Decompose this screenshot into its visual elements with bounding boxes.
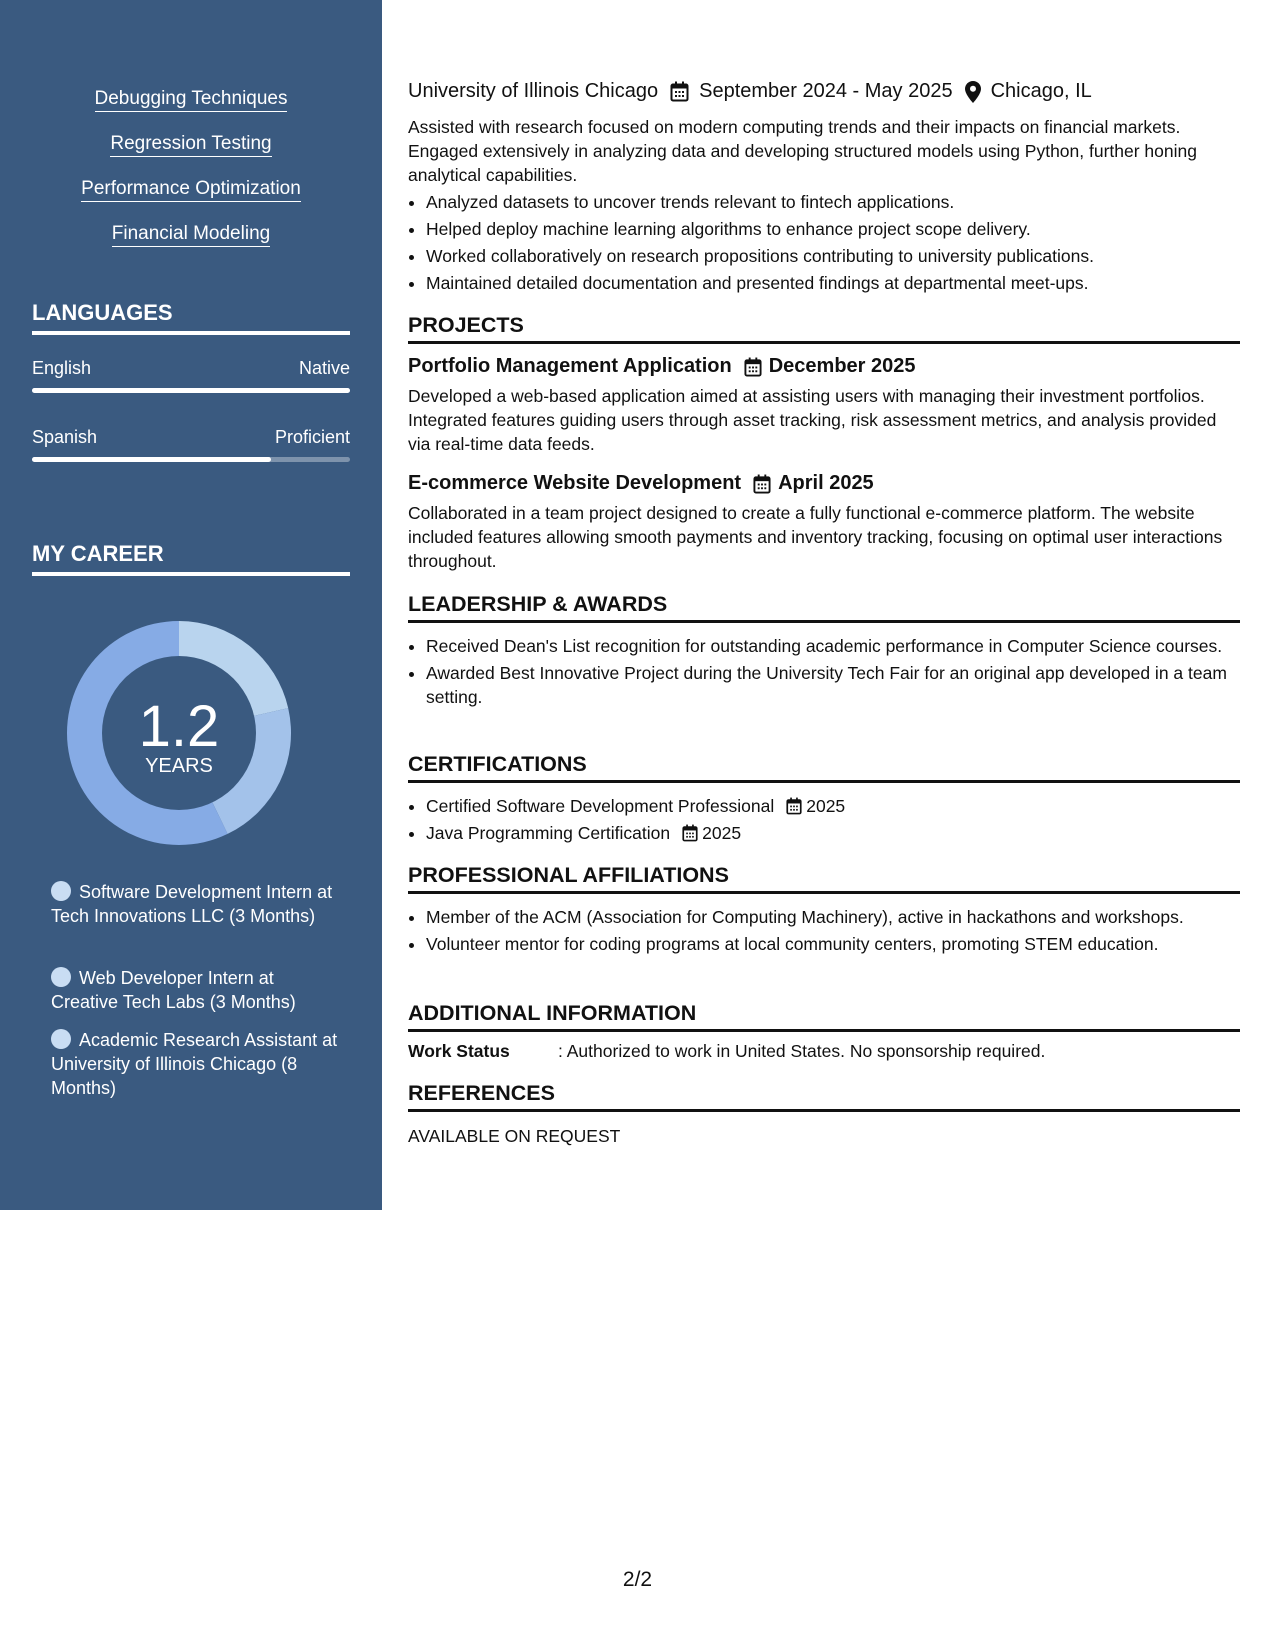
- affiliations-heading: PROFESSIONAL AFFILIATIONS: [408, 863, 1240, 894]
- skill-item: Financial Modeling: [0, 223, 382, 245]
- career-heading: MY CAREER: [32, 541, 350, 576]
- career-total-years: 1.2: [138, 694, 220, 759]
- list-item: • Worked collaboratively on research propositions contributing to university publications.: [426, 244, 1240, 268]
- location-pin-icon: [965, 81, 981, 103]
- additional-info-heading: ADDITIONAL INFORMATION: [408, 1001, 1240, 1032]
- project-title: E-commerce Website Development: [408, 472, 742, 494]
- languages-heading: LANGUAGES: [32, 300, 350, 335]
- career-item: Software Development Intern at Tech Innovations LLC (3 Months): [51, 882, 333, 926]
- language-level-bar: [32, 457, 350, 462]
- calendar-icon: [744, 357, 762, 377]
- work-status-row: [408, 1041, 1045, 1062]
- language-level: Proficient: [274, 427, 350, 447]
- career-item: Academic Research Assistant at University of Illinois Chicago (8 Months): [51, 1030, 338, 1098]
- sidebar: [0, 0, 382, 1210]
- language-name: Spanish: [32, 427, 98, 447]
- language-level: Native: [298, 358, 350, 378]
- career-unit-label: YEARS: [145, 755, 213, 777]
- language-name: English: [32, 358, 92, 378]
- certification-item: [426, 821, 1240, 845]
- list-item: • Member of the ACM (Association for Computing Machinery), active in hackathons and workshops.: [426, 905, 1240, 929]
- certification-year: 2025: [806, 796, 846, 816]
- skill-item: Regression Testing: [0, 133, 382, 155]
- legend-dot: [51, 967, 71, 987]
- project-header: [408, 472, 874, 495]
- language-row: [32, 427, 350, 448]
- work-status-label: Work Status: [408, 1041, 510, 1061]
- certification-name: • Certified Software Development Professional: [426, 796, 775, 816]
- project-description: Collaborated in a team project designed to create a fully functional e-commerce platform. The website included features allowing smooth payments and inventory tracking, focusing on optimal user interactions throughout.: [408, 503, 1223, 571]
- calendar-icon: [670, 81, 689, 102]
- certifications-heading: CERTIFICATIONS: [408, 752, 1240, 783]
- certifications-list: [408, 794, 1240, 848]
- project-date: December 2025: [768, 355, 916, 377]
- list-item: • Awarded Best Innovative Project during the University Tech Fair for an original app developed in a team setting.: [426, 661, 1240, 709]
- list-item: • Maintained detailed documentation and presented findings at departmental meet-ups.: [426, 271, 1240, 295]
- page-number: 2/2: [622, 1568, 653, 1591]
- project-description: Developed a web-based application aimed at assisting users with managing their investment portfolios. Integrated features guiding users through asset tracking, risk assessment metrics, and analysis provided via real-time data feeds.: [408, 386, 1217, 454]
- project-header: [408, 355, 916, 378]
- references-text: AVAILABLE ON REQUEST: [408, 1126, 621, 1146]
- leadership-list: [408, 634, 1240, 712]
- project-title: Portfolio Management Application: [408, 355, 732, 377]
- projects-heading: PROJECTS: [408, 313, 1240, 344]
- skill-item: Performance Optimization: [0, 178, 382, 200]
- legend-dot: [51, 881, 71, 901]
- skill-item: Debugging Techniques: [0, 88, 382, 110]
- certification-year: 2025: [702, 823, 742, 843]
- job-bullets: [408, 190, 1240, 298]
- calendar-icon: [786, 797, 802, 815]
- calendar-icon: [753, 474, 771, 494]
- certification-name: • Java Programming Certification: [426, 823, 671, 843]
- affiliations-list: [408, 905, 1240, 959]
- leadership-heading: LEADERSHIP & AWARDS: [408, 592, 1240, 623]
- job-summary: Assisted with research focused on modern computing trends and their impacts on financial markets. Engaged extensively in analyzing data and developing structured models using Python, further honing analytical capabilities.: [408, 117, 1197, 185]
- legend-dot: [51, 1029, 71, 1049]
- job-institution: University of Illinois Chicago: [408, 80, 659, 102]
- list-item: • Analyzed datasets to uncover trends relevant to fintech applications.: [426, 190, 1240, 214]
- career-donut-chart: [66, 620, 292, 846]
- language-level-bar: [32, 388, 350, 393]
- list-item: • Received Dean's List recognition for outstanding academic performance in Computer Science courses.: [426, 634, 1240, 658]
- certification-item: [426, 794, 1240, 818]
- references-heading: REFERENCES: [408, 1081, 1240, 1112]
- career-item: Web Developer Intern at Creative Tech Labs (3 Months): [51, 968, 296, 1012]
- work-status-value: : Authorized to work in United States. No sponsorship required.: [558, 1041, 1046, 1061]
- job-dates: September 2024 - May 2025: [699, 80, 953, 102]
- list-item: • Volunteer mentor for coding programs at local community centers, promoting STEM education.: [426, 932, 1240, 956]
- job-location: Chicago, IL: [990, 80, 1092, 102]
- job-header: [408, 80, 1092, 103]
- language-level-fill: [32, 388, 350, 393]
- calendar-icon: [682, 824, 698, 842]
- language-level-fill: [32, 457, 271, 462]
- language-row: [32, 358, 350, 379]
- project-date: April 2025: [778, 472, 874, 494]
- list-item: • Helped deploy machine learning algorithms to enhance project scope delivery.: [426, 217, 1240, 241]
